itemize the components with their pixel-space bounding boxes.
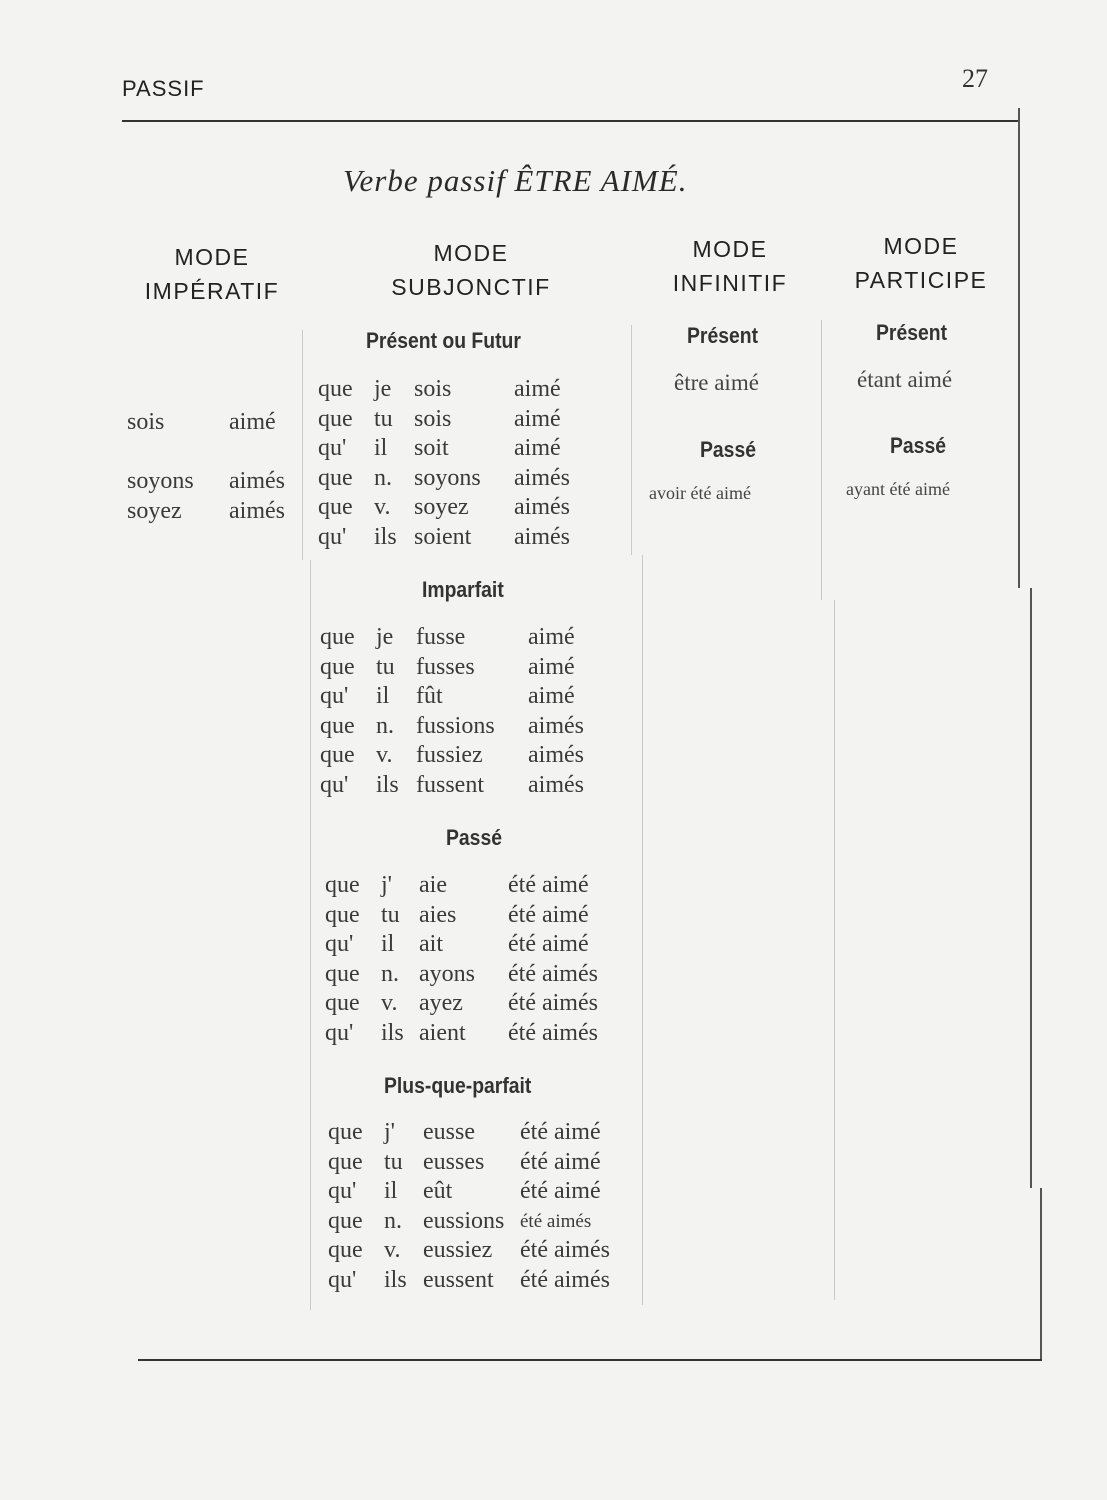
pronoun: ils bbox=[376, 771, 399, 798]
infinitif-passe-label: Passé bbox=[700, 437, 756, 462]
running-title: PASSIF bbox=[122, 76, 205, 101]
conjugation-row bbox=[325, 930, 635, 960]
infinitif-passe-value: avoir été aimé bbox=[649, 483, 751, 503]
pronoun: n. bbox=[374, 464, 392, 491]
conjunction: que bbox=[318, 376, 353, 402]
verb-form: fusse bbox=[416, 624, 466, 650]
participle: aimé bbox=[528, 683, 575, 709]
participle: été aimé bbox=[520, 1178, 601, 1204]
participle: été aimés bbox=[508, 990, 598, 1016]
pronoun: j' bbox=[384, 1119, 395, 1145]
participle: aimés bbox=[514, 494, 570, 520]
footer-rule bbox=[138, 1359, 1042, 1361]
participe-passe-value: ayant été aimé bbox=[846, 479, 950, 499]
column-divider bbox=[834, 600, 835, 1300]
participle: aimé bbox=[514, 376, 561, 402]
conjugation-row bbox=[320, 682, 620, 712]
subjonctif-mode-name: SUBJONCTIF bbox=[391, 274, 551, 300]
conjunction: que bbox=[318, 494, 353, 520]
auxiliary: eussions bbox=[423, 1207, 505, 1234]
participle: été aimés bbox=[520, 1266, 610, 1293]
auxiliary: eusse bbox=[423, 1119, 475, 1145]
participle: aimés bbox=[514, 464, 570, 491]
page-number: 27 bbox=[962, 64, 988, 93]
conjugation-row bbox=[320, 623, 620, 653]
conjugation-row bbox=[318, 405, 618, 435]
pronoun: tu bbox=[384, 1148, 403, 1175]
pronoun: n. bbox=[381, 960, 399, 987]
conjunction: que bbox=[325, 960, 360, 987]
conjunction: que bbox=[328, 1237, 363, 1263]
conjunction: que bbox=[325, 872, 360, 898]
pronoun: v. bbox=[381, 990, 398, 1016]
infinitif-heading bbox=[650, 232, 810, 300]
subjonctif-heading bbox=[366, 236, 576, 304]
pronoun: tu bbox=[376, 653, 395, 680]
imperatif-row bbox=[127, 497, 307, 527]
verb-form: sois bbox=[127, 409, 165, 435]
participe-heading bbox=[838, 229, 1004, 297]
conjugation-row bbox=[328, 1148, 643, 1178]
conjugation-row bbox=[325, 871, 635, 901]
subjonctif-imparfait-label: Imparfait bbox=[422, 577, 504, 602]
verb-form: fussiez bbox=[416, 742, 483, 768]
infinitif-present-label: Présent bbox=[687, 323, 759, 348]
conjugation-row bbox=[328, 1177, 643, 1207]
verb-form: fusses bbox=[416, 653, 475, 680]
conjunction: que bbox=[318, 464, 353, 491]
column-divider bbox=[310, 560, 311, 1310]
imperatif-heading bbox=[122, 240, 302, 308]
pronoun: il bbox=[381, 931, 395, 957]
participle: été aimé bbox=[508, 901, 589, 928]
conjunction: que bbox=[328, 1119, 363, 1145]
participle: aimés bbox=[229, 468, 285, 494]
subjonctif-imparfait-table bbox=[320, 623, 620, 800]
auxiliary: ayons bbox=[419, 960, 475, 987]
conjugation-row bbox=[325, 989, 635, 1019]
participle: été aimés bbox=[520, 1237, 610, 1263]
participle: été aimé bbox=[508, 872, 589, 898]
participle: été aimés bbox=[508, 960, 598, 987]
conjunction: que bbox=[320, 742, 355, 768]
frame-right-middle bbox=[1030, 588, 1032, 1188]
subjonctif-present-table bbox=[318, 375, 618, 552]
conjunction: qu' bbox=[325, 1019, 354, 1046]
participe-mode-label: MODE bbox=[883, 233, 959, 259]
infinitif-mode-name: INFINITIF bbox=[672, 270, 788, 296]
verb-form: soyez bbox=[414, 494, 469, 520]
participle: aimé bbox=[229, 409, 276, 435]
pronoun: tu bbox=[374, 405, 393, 432]
conjunction: qu' bbox=[328, 1266, 357, 1293]
auxiliary: aie bbox=[419, 872, 447, 898]
conjugation-row bbox=[325, 901, 635, 931]
pronoun: il bbox=[384, 1178, 398, 1204]
pronoun: n. bbox=[384, 1207, 402, 1234]
page-title: Verbe passif ÊTRE AIMÉ. bbox=[343, 163, 688, 198]
pronoun: n. bbox=[376, 712, 394, 739]
imperatif-mode-name: IMPÉRATIF bbox=[144, 278, 280, 304]
participle: été aimé bbox=[520, 1119, 601, 1145]
conjugation-row bbox=[318, 464, 618, 494]
verb-form: soient bbox=[414, 523, 472, 550]
auxiliary: aies bbox=[419, 901, 457, 928]
auxiliary: ayez bbox=[419, 990, 463, 1016]
conjunction: qu' bbox=[318, 523, 347, 550]
subjonctif-passe-table bbox=[325, 871, 635, 1048]
imperatif-mode-label: MODE bbox=[174, 244, 250, 270]
verb-form: sois bbox=[414, 376, 452, 402]
conjunction: que bbox=[328, 1148, 363, 1175]
imperatif-row bbox=[127, 408, 307, 438]
verb-form: soit bbox=[414, 435, 449, 461]
column-divider bbox=[631, 325, 632, 555]
spacer bbox=[127, 438, 307, 468]
conjunction: qu' bbox=[325, 931, 354, 957]
pronoun: v. bbox=[374, 494, 391, 520]
pronoun: j' bbox=[381, 872, 392, 898]
verb-form: fussions bbox=[416, 712, 495, 739]
subjonctif-passe-label: Passé bbox=[446, 825, 502, 850]
verb-form: soyez bbox=[127, 497, 182, 524]
verb-form: fussent bbox=[416, 771, 484, 798]
auxiliary: ait bbox=[419, 931, 443, 957]
participle: aimés bbox=[514, 523, 570, 550]
pronoun: ils bbox=[374, 523, 397, 550]
auxiliary: eussiez bbox=[423, 1237, 493, 1263]
pronoun: v. bbox=[384, 1237, 401, 1263]
column-divider bbox=[821, 320, 822, 600]
infinitif-mode-label: MODE bbox=[692, 236, 768, 262]
subjonctif-mode-label: MODE bbox=[433, 240, 509, 266]
conjugation-row bbox=[318, 523, 618, 553]
participle: aimé bbox=[514, 405, 561, 432]
conjugation-row bbox=[320, 741, 620, 771]
participle: aimés bbox=[528, 771, 584, 798]
conjunction: que bbox=[320, 712, 355, 739]
participe-mode-name: PARTICIPE bbox=[854, 267, 988, 293]
pronoun: je bbox=[374, 376, 392, 402]
frame-right-upper bbox=[1018, 108, 1020, 588]
subjonctif-present-label: Présent ou Futur bbox=[366, 328, 521, 353]
verb-form: soyons bbox=[127, 468, 194, 494]
conjunction: que bbox=[328, 1207, 363, 1234]
conjunction: qu' bbox=[320, 683, 349, 709]
auxiliary: aient bbox=[419, 1019, 466, 1046]
conjugation-row bbox=[318, 493, 618, 523]
conjunction: qu' bbox=[328, 1178, 357, 1204]
auxiliary: eusses bbox=[423, 1148, 485, 1175]
participle: aimés bbox=[528, 742, 584, 768]
auxiliary: eût bbox=[423, 1178, 453, 1204]
participle: aimés bbox=[229, 497, 285, 524]
pronoun: tu bbox=[381, 901, 400, 928]
frame-right-lower bbox=[1040, 1188, 1042, 1360]
participle: aimés bbox=[528, 712, 584, 739]
conjugation-row bbox=[318, 375, 618, 405]
participle: aimé bbox=[528, 624, 575, 650]
participle: été aimés bbox=[520, 1210, 592, 1232]
auxiliary: eussent bbox=[423, 1266, 494, 1293]
conjunction: qu' bbox=[320, 771, 349, 798]
conjugation-row bbox=[325, 1019, 635, 1049]
pronoun: il bbox=[376, 683, 390, 709]
conjugation-row bbox=[328, 1118, 643, 1148]
participle: été aimés bbox=[508, 1019, 598, 1046]
verb-form: fût bbox=[416, 683, 443, 709]
conjunction: que bbox=[320, 624, 355, 650]
conjunction: que bbox=[320, 653, 355, 680]
conjugation-row bbox=[328, 1266, 643, 1296]
participe-passe-label: Passé bbox=[890, 433, 946, 458]
conjugation-row bbox=[320, 653, 620, 683]
pronoun: il bbox=[374, 435, 388, 461]
header-rule bbox=[122, 120, 1020, 122]
conjugation-row bbox=[325, 960, 635, 990]
participe-present-label: Présent bbox=[876, 320, 948, 345]
conjunction: que bbox=[325, 990, 360, 1016]
conjugation-row bbox=[320, 771, 620, 801]
conjugation-row bbox=[328, 1236, 643, 1266]
infinitif-present-value: être aimé bbox=[674, 370, 759, 395]
conjugation-row bbox=[318, 434, 618, 464]
participle: été aimé bbox=[508, 931, 589, 957]
subjonctif-plusqueparfait-table bbox=[328, 1118, 643, 1295]
subjonctif-plusqueparfait-label: Plus-que-parfait bbox=[384, 1073, 532, 1098]
pronoun: ils bbox=[384, 1266, 407, 1293]
verb-form: sois bbox=[414, 405, 452, 432]
participe-present-value: étant aimé bbox=[857, 367, 953, 392]
pronoun: ils bbox=[381, 1019, 404, 1046]
pronoun: v. bbox=[376, 742, 393, 768]
conjunction: qu' bbox=[318, 435, 347, 461]
verb-form: soyons bbox=[414, 464, 481, 491]
conjunction: que bbox=[318, 405, 353, 432]
conjugation-row bbox=[328, 1207, 643, 1237]
imperatif-row bbox=[127, 467, 307, 497]
conjunction: que bbox=[325, 901, 360, 928]
imperatif-table bbox=[127, 408, 307, 526]
participle: aimé bbox=[514, 435, 561, 461]
pronoun: je bbox=[376, 624, 394, 650]
conjugation-row bbox=[320, 712, 620, 742]
participle: été aimé bbox=[520, 1148, 601, 1175]
participle: aimé bbox=[528, 653, 575, 680]
